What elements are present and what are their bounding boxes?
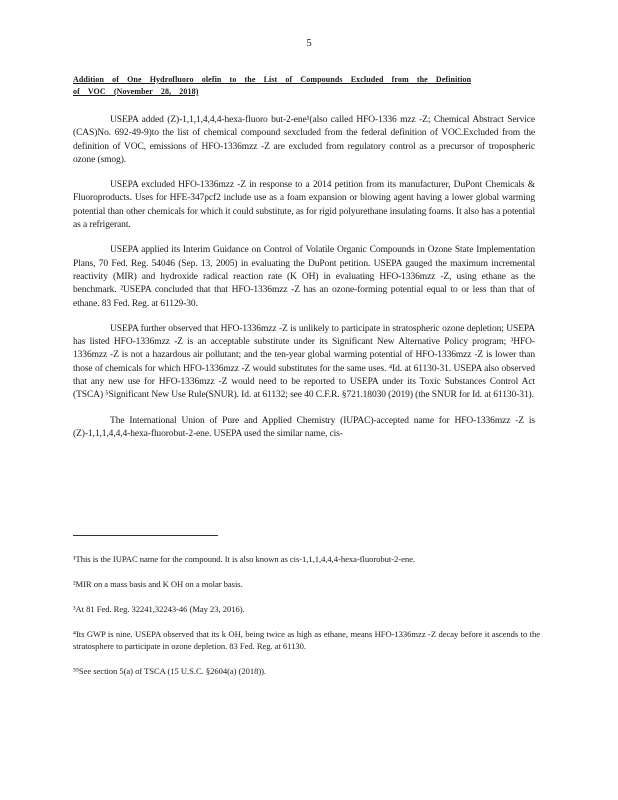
- footnote-1: ¹This is the IUPAC name for the compound. It is also known as cis-1,1,1,4,4,4-hexa-fluorobut-2-ene.: [73, 554, 415, 564]
- footnotes: [73, 553, 540, 690]
- section-heading-line-1: Addition of One Hydrofluoro olefin to the List of Compounds Excluded from the Definition: [73, 75, 472, 84]
- page-number: 5: [306, 37, 312, 49]
- section-heading: [73, 74, 535, 98]
- paragraph-observations: USEPA further observed that HFO-1336mzz -Z is unlikely to participate in stratospheric ozone depletion; USEPA has listed HFO-1336mzz -Z is an acceptable substitute under its Significant New Alternative Policy program; ³HFO-1336mzz -Z is not a hazardous air pollutant; and the ten-year global warming potential of HFO-1336mzz -Z is lower than those of chemicals for which HFO-1336mzz -Z would substitutes for the same uses. ⁴Id. at 61130-31. USEPA also observed that any new use for HFO-1336mzz -Z would need to be reported to USEPA under its Toxic Substances Control Act (TSCA) ⁵Significant New Use Rule(SNUR). Id. at 61132; see 40 C.F.R. §721.18030 (2019) (the SNUR for Id. at 61130-31).: [73, 323, 535, 401]
- footnote-divider: [73, 535, 218, 536]
- footnote-3: ³At 81 Fed. Reg. 32241,32243-46 (May 23, 2016).: [73, 604, 245, 614]
- paragraph-petition: USEPA excluded HFO-1336mzz -Z in response to a 2014 petition from its manufacturer, DuPont Chemicals & Fluoroproducts. Uses for HFE-347pcf2 include use as a foam expansion or blowing agent having a lower global warming potential than other chemicals for which it could substitute, as for rigid polyurethane insulating foams. It also has a potential as a refrigerant.: [73, 180, 535, 231]
- paragraph-exclusion: USEPA added (Z)-1,1,1,4,4,4-hexa-fluoro but-2-ene¹(also called HFO-1336 mzz -Z; Chemical Abstract Service (CAS)No. 692-49-9)to the list of chemical compound sexcluded from the federal definition of VOC.Excluded from the definition of VOC, emissions of HFO-1336mzz -Z are excluded from regulatory control as a precursor of tropospheric ozone (smog).: [73, 115, 535, 165]
- footnote-4: ⁴Its GWP is nine. USEPA observed that its k OH, being twice as high as ethane, means HFO-1336mzz -Z decay before it ascends to the stratosphere to participate in ozone depletion. 83 Fed. Reg. at 61130.: [73, 629, 540, 651]
- paragraph-guidance: USEPA applied its Interim Guidance on Control of Volatile Organic Compounds in Ozone State Implementation Plans, 70 Fed. Reg. 54046 (Sep. 13, 2005) in evaluating the DuPont petition. USEPA gauged the maximum incremental reactivity (MIR) and hydroxide radical reaction rate (K OH) in evaluating HFO-1336mzz -Z, using ethane as the benchmark. ²USEPA concluded that that HFO-1336mzz -Z has an ozone-forming potential equal to or less than that of ethane. 83 Fed. Reg. at 61129-30.: [73, 245, 535, 309]
- footnote-2: ²MIR on a mass basis and K OH on a molar basis.: [73, 579, 243, 589]
- main-content: [73, 74, 535, 453]
- footnote-5: ⁵⁵See section 5(a) of TSCA (15 U.S.C. §2604(a) (2018)).: [73, 666, 267, 676]
- paragraph-iupac-name: The International Union of Pure and Applied Chemistry (IUPAC)-accepted name for HFO-1336mzz -Z is (Z)-1,1,1,4,4,4-hexa-fluorobut-2-ene. USEPA used the similar name, cis-: [73, 415, 535, 439]
- section-heading-line-2: of VOC (November 28, 2018): [73, 87, 199, 96]
